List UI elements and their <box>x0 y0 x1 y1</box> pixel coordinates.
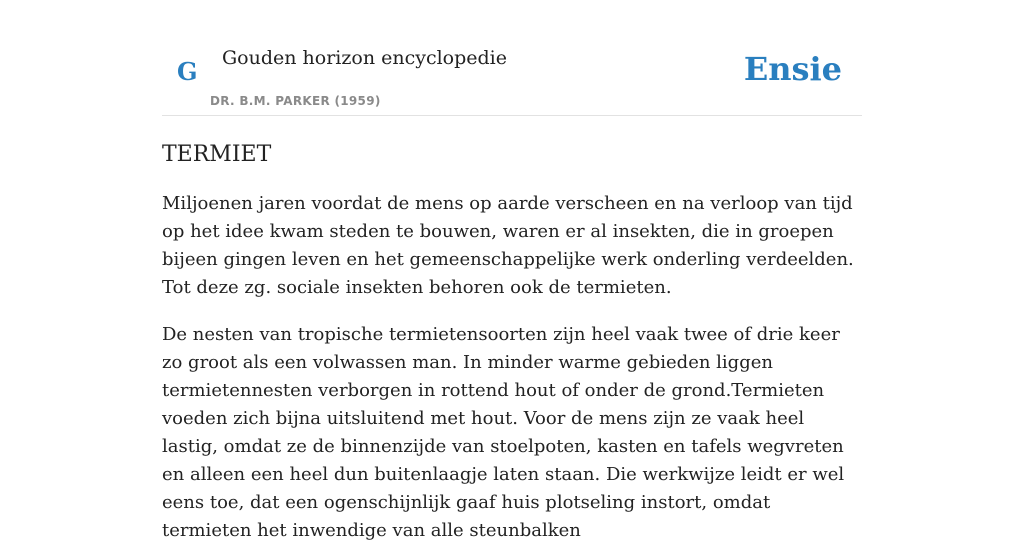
book-logo[interactable]: G <box>177 57 198 86</box>
article-paragraph-2: De nesten van tropische termietensoorten zijn heel vaak twee of drie keer zo groot als een volwassen man. In minder warme gebieden liggen termietennesten verborgen in rottend hout of onder de grond.Termieten voeden zich bijna uitsluitend met hout. Voor de mens zijn ze vaak heel lastig, omdat ze de binnenzijde van stoelpoten, kasten en tafels wegvreten en alleen een heel dun buitenlaagje laten staan. Die werkwijze leidt er wel eens toe, dat een ogenschijnlijk gaaf huis plotseling instort, omdat termieten het inwendige van alle steunbalken <box>162 324 845 541</box>
book-title[interactable]: Gouden horizon encyclopedie <box>222 47 507 69</box>
article-paragraph-1: Miljoenen jaren voordat de mens op aarde verscheen en na verloop van tijd op het idee kwam steden te bouwen, waren er al insekten, die in groepen bijeen gingen leven en het gemeenschappelijke werk onderling verdeelden. Tot deze zg. sociale insekten behoren ook de termieten. <box>162 193 854 298</box>
article <box>162 140 862 545</box>
ensie-logo[interactable]: Ensie <box>743 50 842 88</box>
article-headword: TERMIET <box>162 142 272 167</box>
book-author: DR. B.M. PARKER (1959) <box>210 94 381 108</box>
book-header <box>162 40 862 116</box>
